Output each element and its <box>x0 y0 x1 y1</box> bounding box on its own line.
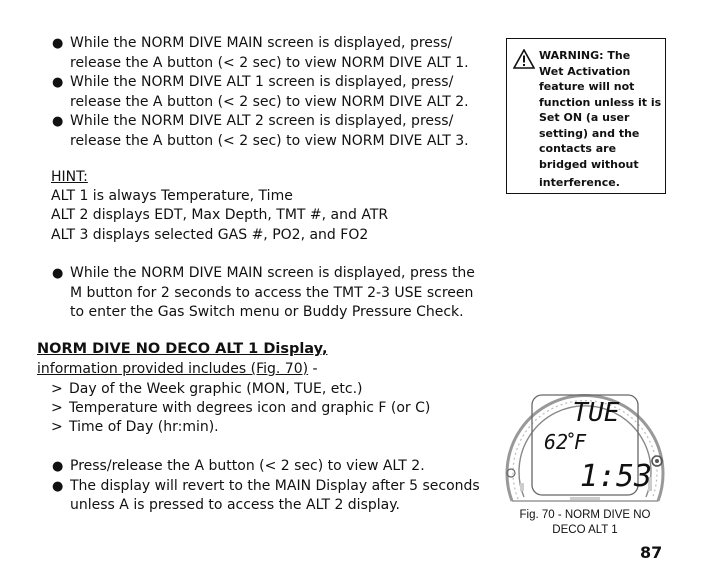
hint-line: ALT 1 is always Temperature, Time <box>51 188 293 204</box>
bullet-icon: ● <box>52 75 64 90</box>
day-readout: TUE <box>572 398 620 428</box>
bullet-icon: ● <box>52 114 64 129</box>
hint-title: HINT: <box>51 169 88 185</box>
page-number: 87 <box>640 543 663 562</box>
figure-caption: Fig. 70 - NORM DIVE NO DECO ALT 1 <box>519 509 651 536</box>
list-item: ● While the NORM DIVE ALT 1 screen is displayed, press/ release the A button (< 2 sec) to view NORM DIVE ALT 2. <box>52 74 469 110</box>
list-item: ● The display will revert to the MAIN Display after 5 seconds unless A is pressed to access the ALT 2 display. <box>52 477 480 513</box>
bullet-icon: ● <box>52 478 64 494</box>
warning-label: WARNING: <box>539 49 604 62</box>
list-item: > Day of the Week graphic (MON, TUE, etc.) <box>51 381 363 397</box>
time-readout: 1:53 <box>579 459 653 494</box>
list-item: ● While the NORM DIVE MAIN screen is displayed, press the M button for 2 seconds to access the TMT 2-3 USE screen to enter the Gas Switch menu or Buddy Pressure Check. <box>52 265 475 320</box>
list-item: > Time of Day (hr:min). <box>51 419 219 435</box>
dive-computer-figure <box>500 373 670 506</box>
temperature-unit: F <box>574 430 587 454</box>
list-item: ● While the NORM DIVE MAIN screen is displayed, press/ release the A button (< 2 sec) to view NORM DIVE ALT 1. <box>52 35 469 71</box>
section-heading: NORM DIVE NO DECO ALT 1 Display, <box>37 341 328 357</box>
temperature-readout: 62 <box>544 430 569 454</box>
hint-line: ALT 3 displays selected GAS #, PO2, and FO2 <box>51 227 369 243</box>
degrees-icon <box>569 433 573 437</box>
hint-line: ALT 2 displays EDT, Max Depth, TMT #, and ATR <box>51 207 389 223</box>
list-item: > Temperature with degrees icon and graphic F (or C) <box>51 400 431 416</box>
bullet-icon: ● <box>52 459 64 474</box>
list-item: ● Press/release the A button (< 2 sec) to view ALT 2. <box>52 457 492 477</box>
bottom-bullet-list <box>52 457 492 516</box>
top-bullet-list <box>52 34 492 151</box>
bullet-icon: ● <box>52 266 64 281</box>
bullet-icon: ● <box>52 36 64 51</box>
warning-box <box>506 38 666 194</box>
warning-triangle-icon <box>513 49 535 69</box>
warning-text: WARNING: The Wet Activation feature will not function unless it is Set ON (a user setting) and the contacts are bridged without interference. <box>539 49 662 189</box>
list-item: ● While the NORM DIVE ALT 2 screen is displayed, press/ release the A button (< 2 sec) to view NORM DIVE ALT 3. <box>52 113 469 149</box>
section-intro: information provided includes (Fig. 70) - <box>37 361 318 377</box>
mid-bullet-list <box>52 264 502 323</box>
